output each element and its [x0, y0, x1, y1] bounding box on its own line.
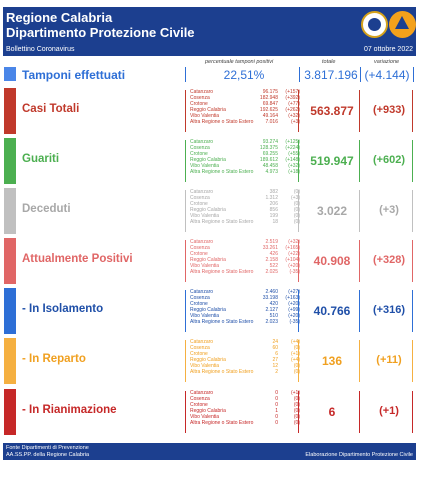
province-name: Reggio Calabria	[190, 157, 226, 163]
province-name: Reggio Calabria	[190, 357, 226, 363]
section-divider	[185, 140, 186, 182]
province-value: 33.198	[262, 295, 278, 301]
bulletin-date: 07 ottobre 2022	[363, 46, 413, 53]
province-delta: (+125)	[285, 139, 300, 145]
variation-column-header: variazione	[374, 59, 400, 65]
province-delta: (+1)	[290, 351, 300, 357]
province-value: 7.016	[265, 119, 278, 125]
section-1	[4, 138, 416, 184]
province-row	[190, 169, 300, 175]
province-name: Catanzaro	[190, 339, 214, 345]
province-name: Vibo Valentia	[190, 213, 220, 219]
province-value: 4.973	[265, 169, 278, 175]
province-delta: (+3)	[290, 195, 300, 201]
section-5	[4, 338, 416, 384]
province-name: Vibo Valentia	[190, 163, 220, 169]
province-value: 0	[275, 390, 278, 396]
province-delta: (+20)	[288, 301, 300, 307]
province-delta: (0)	[293, 213, 300, 219]
province-name: Cosenza	[190, 345, 210, 351]
province-delta: (0)	[293, 414, 300, 420]
province-value: 12	[272, 363, 278, 369]
province-value: 2.023	[265, 319, 278, 325]
province-delta: (+1)	[290, 390, 300, 396]
section-total: 136	[321, 354, 343, 368]
footer-source-line2: AA.SS.PP. della Regione Calabria	[6, 452, 90, 458]
province-name: Catanzaro	[190, 239, 214, 245]
tamponi-label: Tamponi effettuati	[22, 68, 126, 82]
province-name: Crotone	[190, 402, 208, 408]
province-delta: (+55)	[288, 151, 300, 157]
total-column-header: totale	[322, 59, 336, 65]
province-value: 93.274	[262, 139, 278, 145]
province-name: Cosenza	[190, 396, 210, 402]
section-title: Attualmente Positivi	[22, 253, 133, 265]
province-name: Crotone	[190, 351, 208, 357]
province-delta: (0)	[293, 207, 300, 213]
province-name: Catanzaro	[190, 289, 214, 295]
section-color-bar	[4, 238, 16, 284]
province-delta: (+32)	[288, 113, 300, 119]
province-value: 128.375	[259, 145, 278, 151]
section-title: - In Isolamento	[22, 303, 104, 315]
section-divider	[185, 240, 186, 282]
province-value: 2.460	[265, 289, 278, 295]
section-variation: (+328)	[372, 254, 406, 266]
province-value: 69.255	[262, 151, 278, 157]
section-divider	[185, 340, 186, 382]
province-value: 382	[269, 189, 278, 195]
province-value: 69.847	[262, 101, 278, 107]
section-variation: (+1)	[379, 405, 399, 417]
divider	[413, 67, 414, 82]
province-name: Cosenza	[190, 95, 210, 101]
province-row	[190, 119, 300, 125]
province-value: 2.519	[265, 239, 278, 245]
province-row	[190, 269, 300, 275]
section-variation: (+602)	[372, 154, 406, 166]
province-delta: (+392)	[285, 95, 300, 101]
tamponi-color-block	[4, 67, 16, 81]
province-delta: (0)	[293, 363, 300, 369]
tamponi-percent: 22,51%	[223, 68, 265, 82]
province-delta: (0)	[293, 402, 300, 408]
region-title: Regione Calabria	[6, 10, 113, 25]
province-value: 48.458	[262, 163, 278, 169]
province-value: 522	[269, 263, 278, 269]
province-name: Crotone	[190, 101, 208, 107]
section-3	[4, 238, 416, 284]
region-emblem-icon	[361, 11, 388, 38]
province-name: Cosenza	[190, 295, 210, 301]
province-value: 96.175	[262, 89, 278, 95]
province-value: 192.625	[259, 107, 278, 113]
province-delta: (+148)	[285, 157, 300, 163]
province-value: 0	[275, 414, 278, 420]
province-breakdown	[190, 189, 300, 225]
province-breakdown	[190, 139, 300, 175]
province-delta: (+4)	[290, 357, 300, 363]
province-delta: (0)	[293, 219, 300, 225]
province-name: Cosenza	[190, 245, 210, 251]
province-value: 24	[272, 339, 278, 345]
province-name: Altra Regione o Stato Estero	[190, 119, 254, 125]
department-title: Dipartimento Protezione Civile	[6, 25, 195, 40]
province-name: Catanzaro	[190, 139, 214, 145]
province-value: 2	[275, 369, 278, 375]
tamponi-variation: (+4.144)	[364, 68, 410, 82]
section-total: 40.908	[313, 254, 351, 268]
section-0	[4, 88, 416, 134]
province-name: Altra Regione o Stato Estero	[190, 269, 254, 275]
province-name: Altra Regione o Stato Estero	[190, 369, 254, 375]
province-name: Catanzaro	[190, 89, 214, 95]
province-value: 199	[269, 213, 278, 219]
section-variation: (+933)	[372, 104, 406, 116]
province-name: Altra Regione o Stato Estero	[190, 219, 254, 225]
province-value: 18	[272, 219, 278, 225]
section-variation: (+11)	[376, 354, 402, 366]
section-variation: (+3)	[379, 204, 399, 216]
section-total: 6	[328, 405, 336, 419]
province-value: 2.025	[265, 269, 278, 275]
province-breakdown	[190, 289, 300, 325]
province-delta: (+104)	[285, 257, 300, 263]
section-total: 519.947	[310, 154, 354, 168]
province-delta: (+18)	[288, 169, 300, 175]
province-delta: (+22)	[288, 251, 300, 257]
section-title: - In Reparto	[22, 353, 86, 365]
footer-source-line1: Fonte Dipartimenti di Prevenzione	[6, 445, 89, 451]
province-delta: (+165)	[285, 245, 300, 251]
province-delta: (+20)	[288, 313, 300, 319]
section-total: 3.022	[316, 204, 348, 218]
province-name: Crotone	[190, 151, 208, 157]
province-delta: (0)	[293, 408, 300, 414]
province-breakdown	[190, 390, 300, 426]
percent-column-header: percentuale tamponi positivi	[205, 59, 274, 65]
province-row	[190, 319, 300, 325]
province-delta: (+4)	[290, 339, 300, 345]
province-value: 2.127	[265, 307, 278, 313]
tamponi-total: 3.817.196	[304, 68, 358, 82]
province-delta: (+224)	[285, 145, 300, 151]
province-name: Reggio Calabria	[190, 207, 226, 213]
province-value: 189.612	[259, 157, 278, 163]
section-color-bar	[4, 188, 16, 234]
province-breakdown	[190, 239, 300, 275]
section-6	[4, 389, 416, 435]
province-delta: (+32)	[288, 163, 300, 169]
province-row	[190, 219, 300, 225]
province-name: Crotone	[190, 201, 208, 207]
province-breakdown	[190, 89, 300, 125]
section-title: Deceduti	[22, 203, 71, 215]
province-value: 49.164	[262, 113, 278, 119]
footer-bar	[3, 443, 416, 460]
section-total: 40.766	[313, 304, 351, 318]
province-name: Vibo Valentia	[190, 313, 220, 319]
province-name: Vibo Valentia	[190, 363, 220, 369]
province-breakdown	[190, 339, 300, 375]
province-delta: (-35)	[289, 269, 300, 275]
civil-protection-logo-icon	[389, 11, 416, 38]
province-name: Altra Regione o Stato Estero	[190, 169, 254, 175]
province-name: Cosenza	[190, 145, 210, 151]
bulletin-bar	[3, 45, 416, 56]
province-value: 0	[275, 420, 278, 426]
province-value: 856	[269, 207, 278, 213]
header-banner	[3, 7, 416, 46]
section-color-bar	[4, 288, 16, 334]
section-divider	[185, 190, 186, 232]
section-title: - In Rianimazione	[22, 404, 117, 416]
province-delta: (+20)	[288, 263, 300, 269]
footer-credit: Elaborazione Dipartimento Protezione Civile	[305, 452, 413, 458]
province-value: 2.158	[265, 257, 278, 263]
province-value: 27	[272, 357, 278, 363]
province-delta: (0)	[293, 369, 300, 375]
section-2	[4, 188, 416, 234]
province-delta: (+262)	[285, 107, 300, 113]
province-delta: (0)	[293, 189, 300, 195]
province-value: 1	[275, 408, 278, 414]
section-title: Casi Totali	[22, 103, 80, 115]
province-delta: (0)	[293, 420, 300, 426]
province-name: Crotone	[190, 251, 208, 257]
province-name: Vibo Valentia	[190, 414, 220, 420]
section-variation: (+316)	[372, 304, 406, 316]
section-divider	[185, 290, 186, 332]
province-delta: (+157)	[285, 89, 300, 95]
province-delta: (0)	[293, 201, 300, 207]
province-value: 206	[269, 201, 278, 207]
province-value: 182.948	[259, 95, 278, 101]
province-name: Reggio Calabria	[190, 408, 226, 414]
province-value: 0	[275, 402, 278, 408]
province-delta: (+77)	[288, 101, 300, 107]
section-color-bar	[4, 389, 16, 435]
province-name: Altra Regione o Stato Estero	[190, 420, 254, 426]
province-name: Altra Regione o Stato Estero	[190, 319, 254, 325]
province-value: 510	[269, 313, 278, 319]
province-delta: (+32)	[288, 239, 300, 245]
province-delta: (+99)	[288, 307, 300, 313]
province-value: 60	[272, 345, 278, 351]
section-color-bar	[4, 138, 16, 184]
province-name: Cosenza	[190, 195, 210, 201]
province-name: Vibo Valentia	[190, 113, 220, 119]
province-row	[190, 420, 300, 426]
province-name: Catanzaro	[190, 390, 214, 396]
province-value: 0	[275, 396, 278, 402]
province-value: 33.261	[262, 245, 278, 251]
province-name: Vibo Valentia	[190, 263, 220, 269]
province-name: Reggio Calabria	[190, 307, 226, 313]
province-name: Crotone	[190, 301, 208, 307]
province-delta: (0)	[293, 396, 300, 402]
province-value: 426	[269, 251, 278, 257]
divider	[185, 67, 186, 82]
province-row	[190, 369, 300, 375]
bulletin-label: Bollettino Coronavirus	[6, 46, 75, 53]
section-title: Guariti	[22, 153, 60, 165]
section-4	[4, 288, 416, 334]
province-value: 420	[269, 301, 278, 307]
province-delta: (+163)	[285, 295, 300, 301]
section-total: 563.877	[310, 104, 354, 118]
province-delta: (+3)	[290, 119, 300, 125]
province-name: Reggio Calabria	[190, 257, 226, 263]
province-value: 1.312	[265, 195, 278, 201]
section-color-bar	[4, 88, 16, 134]
province-name: Reggio Calabria	[190, 107, 226, 113]
section-color-bar	[4, 338, 16, 384]
province-delta: (0)	[293, 345, 300, 351]
section-divider	[185, 391, 186, 433]
section-divider	[185, 90, 186, 132]
province-value: 6	[275, 351, 278, 357]
province-delta: (+27)	[288, 289, 300, 295]
province-name: Catanzaro	[190, 189, 214, 195]
province-delta: (-35)	[289, 319, 300, 325]
